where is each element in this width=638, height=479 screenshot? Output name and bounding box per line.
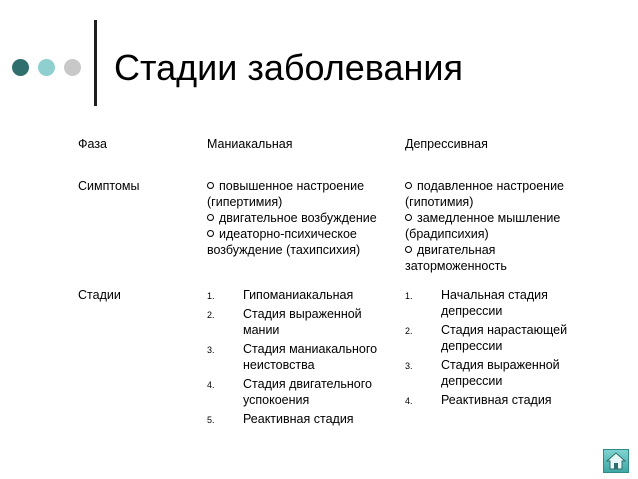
bullet-icon <box>207 214 214 221</box>
list-item: 1. Гипоманиакальная <box>207 288 354 302</box>
depressive-stages <box>405 287 595 411</box>
list-item: 4. Стадия двигательного успокоения <box>207 377 372 407</box>
list-item: 1. Начальная стадия депрессии <box>405 288 548 318</box>
home-icon <box>604 450 628 472</box>
bullet-icon <box>405 182 412 189</box>
list-item: 2. Стадия нарастающей депрессии <box>405 323 568 353</box>
bullet-icon <box>405 214 412 221</box>
manic-symptoms <box>207 178 392 258</box>
symptoms-label: Симптомы <box>78 179 140 193</box>
page-title: Стадии заболевания <box>114 47 463 88</box>
list-item: повышенное настроение (гипертимия) <box>207 179 365 209</box>
dot-dark <box>12 59 29 76</box>
dot-light <box>38 59 55 76</box>
list-item: идеаторно-психическое возбуждение (тахипсихия) <box>207 227 361 257</box>
header-manic: Маниакальная <box>207 137 293 151</box>
list-item: замедленное мышление (брадипсихия) <box>405 211 561 241</box>
bullet-icon <box>207 182 214 189</box>
list-item: подавленное настроение (гипотимия) <box>405 179 564 209</box>
home-button[interactable] <box>603 449 629 473</box>
dot-gray <box>64 59 81 76</box>
list-item: 3. Стадия выраженной депрессии <box>405 358 560 388</box>
bullet-icon <box>207 230 214 237</box>
list-item: 3. Стадия маниакального неистовства <box>207 342 378 372</box>
list-item: двигательная заторможенность <box>405 243 507 273</box>
header-depressive: Депрессивная <box>405 137 488 151</box>
depressive-symptoms <box>405 178 595 274</box>
header-phase: Фаза <box>78 137 107 151</box>
list-item: 2. Стадия выраженной мании <box>207 307 362 337</box>
list-item: двигательное возбуждение <box>207 210 392 226</box>
title-divider <box>94 20 97 106</box>
list-item: 5. Реактивная стадия <box>207 412 354 426</box>
bullet-icon <box>405 246 412 253</box>
list-item: 4. Реактивная стадия <box>405 393 552 407</box>
manic-stages <box>207 287 392 430</box>
stages-label: Стадии <box>78 288 121 302</box>
